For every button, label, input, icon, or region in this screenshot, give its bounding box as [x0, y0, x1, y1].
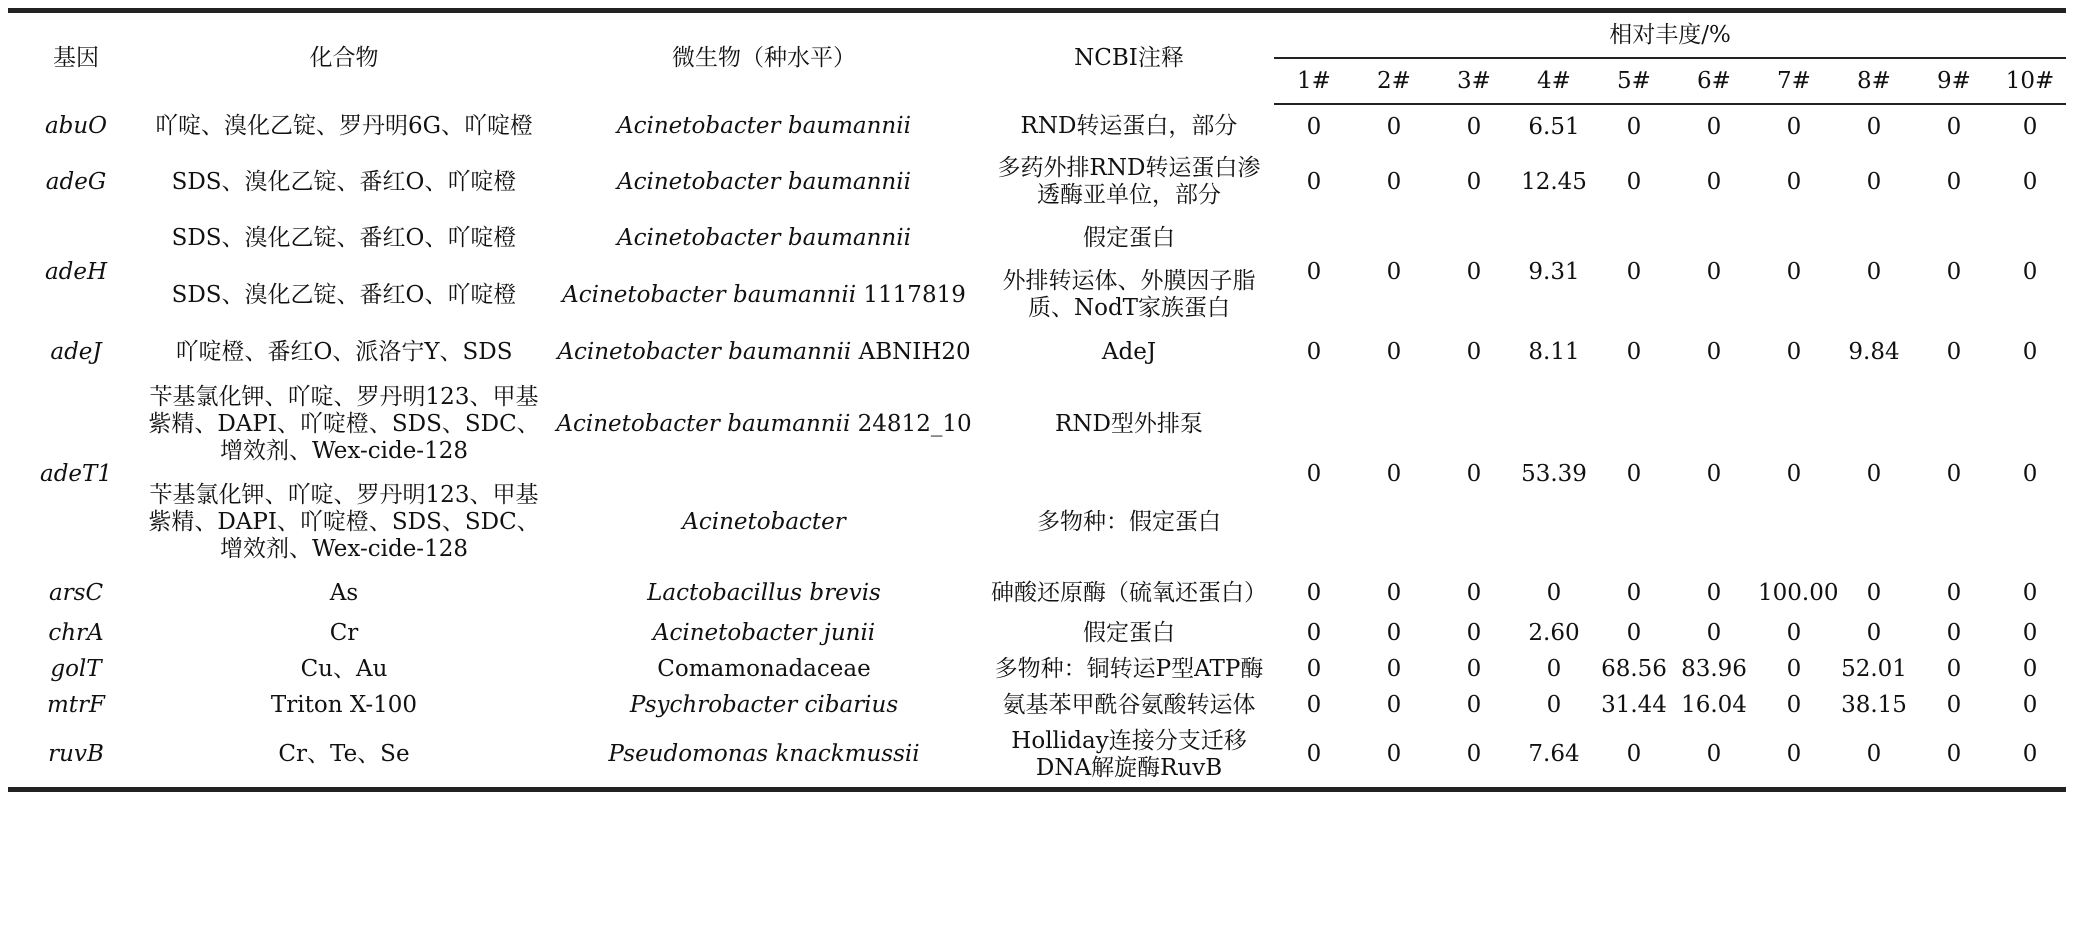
header-sample: 9#: [1914, 58, 1994, 104]
abundance-value: 0: [1306, 113, 1322, 140]
abundance-value: 0: [1626, 168, 1642, 195]
abundance-value: 0: [1946, 619, 1962, 646]
header-gene: 基因: [8, 11, 144, 105]
abundance-value: 0: [1946, 580, 1962, 606]
ncbi-cell: 氨基苯甲酰谷氨酸转运体: [1002, 691, 1256, 718]
table-row: [8, 104, 2066, 149]
abundance-value: 0: [1626, 339, 1642, 365]
abundance-value: 0: [1786, 113, 1802, 140]
table-row: [8, 215, 2066, 261]
microbe-strain: Comamonadaceae: [657, 655, 871, 682]
microbe-cell: [544, 376, 984, 472]
abundance-value: 0: [1306, 258, 1322, 285]
abundance-value: 0: [1706, 339, 1722, 365]
abundance-value: 0: [1626, 113, 1642, 140]
ncbi-cell: RND转运蛋白，部分: [1020, 113, 1238, 139]
ncbi-cell: RND型外排泵: [1055, 410, 1203, 437]
abundance-value: 31.44: [1601, 691, 1667, 718]
table-row: [8, 376, 2066, 472]
abundance-value: 0: [1706, 258, 1722, 285]
abundance-value: 0: [1946, 339, 1962, 365]
header-sample: 5#: [1594, 58, 1674, 104]
gene-cell: mtrF: [46, 691, 105, 718]
header-sample: 2#: [1354, 58, 1434, 104]
gene-cell: abuO: [44, 113, 108, 139]
ncbi-cell: 砷酸还原酶（硫氧还蛋白）: [991, 580, 1267, 606]
abundance-value: 0: [1786, 168, 1802, 195]
abundance-value: 0: [1386, 168, 1402, 195]
abundance-value: 38.15: [1841, 691, 1907, 718]
microbe-cell: [544, 472, 984, 572]
abundance-value: 8.11: [1528, 339, 1580, 365]
abundance-value: 0: [2022, 460, 2038, 487]
abundance-value: 0: [2022, 580, 2038, 606]
header-sample: 4#: [1514, 58, 1594, 104]
abundance-value: 0: [1466, 619, 1482, 646]
abundance-value: 0: [1834, 723, 1914, 789]
microbe-cell: [544, 723, 984, 789]
microbe-species: Acinetobacter baumannii: [557, 339, 852, 365]
abundance-value: 0: [1626, 619, 1642, 646]
header-ncbi: NCBI注释: [984, 11, 1274, 105]
header-microbe: 微生物（种水平）: [544, 11, 984, 105]
abundance-value: 0: [1786, 691, 1802, 718]
abundance-value: 0: [1946, 655, 1962, 682]
compound-cell: 苄基氯化钾、吖啶、罗丹明123、甲基紫精、DAPI、吖啶橙、SDS、SDC、增效剂、Wex-cide-128: [148, 383, 540, 464]
abundance-value: 0: [2022, 168, 2038, 195]
abundance-value: 0: [1626, 258, 1642, 285]
compound-cell: Cu、Au: [300, 655, 388, 682]
microbe-cell: [544, 329, 984, 376]
microbe-species: Acinetobacter baumannii: [617, 168, 911, 195]
abundance-value: 0: [1386, 691, 1402, 718]
ncbi-cell: Holliday连接分支迁移DNA解旋酶RuvB: [984, 723, 1274, 789]
abundance-value: 0: [1354, 723, 1434, 789]
abundance-value: 0: [2022, 258, 2038, 285]
header-sample: 1#: [1274, 58, 1354, 104]
abundance-value: 7.64: [1514, 723, 1594, 789]
ncbi-cell: 假定蛋白: [1083, 224, 1175, 251]
abundance-value: 0: [1466, 460, 1482, 487]
table-row: [8, 329, 2066, 376]
abundance-value: 0: [1706, 580, 1722, 606]
gene-cell: golT: [50, 655, 102, 682]
abundance-value: 0: [1866, 258, 1882, 285]
header-sample: 10#: [1994, 58, 2066, 104]
table-row: [8, 723, 2066, 789]
ncbi-cell: 假定蛋白: [1083, 619, 1175, 646]
abundance-value: 0: [1786, 258, 1802, 285]
abundance-value: 0: [1786, 460, 1802, 487]
abundance-value: 2.60: [1528, 619, 1580, 646]
gene-cell: adeJ: [50, 339, 102, 365]
microbe-strain: 24812_10: [850, 410, 972, 437]
microbe-species: Acinetobacter baumannii: [617, 113, 911, 139]
microbe-strain: ABNIH20: [851, 339, 971, 365]
table-row: [8, 615, 2066, 651]
compound-cell: 吖啶橙、番红O、派洛宁Y、SDS: [175, 339, 513, 365]
abundance-value: 0: [1386, 339, 1402, 365]
abundance-value: 0: [1546, 655, 1562, 682]
abundance-value: 0: [1466, 655, 1482, 682]
abundance-value: 0: [2022, 691, 2038, 718]
abundance-value: 0: [1306, 339, 1322, 365]
microbe-species: Acinetobacter baumannii: [562, 281, 857, 308]
compound-cell: SDS、溴化乙锭、番红O、吖啶橙: [171, 281, 517, 308]
ncbi-cell: 外排转运体、外膜因子脂质、NodT家族蛋白: [1002, 268, 1256, 321]
abundance-value: 0: [1626, 460, 1642, 487]
abundance-value: 0: [1386, 113, 1402, 140]
ncbi-cell: 多物种：假定蛋白: [1037, 508, 1221, 535]
microbe-species: Acinetobacter: [682, 508, 846, 535]
gene-cell: adeT1: [39, 460, 113, 487]
gene-cell: arsC: [48, 580, 104, 606]
header-abundance: 相对丰度/%: [1274, 11, 2066, 59]
microbe-species: Acinetobacter baumannii: [617, 224, 911, 251]
microbe-cell: [544, 572, 984, 615]
abundance-value: 9.84: [1848, 339, 1900, 365]
compound-cell: SDS、溴化乙锭、番红O、吖啶橙: [171, 224, 517, 251]
abundance-value: 0: [1946, 460, 1962, 487]
abundance-value: 0: [1546, 691, 1562, 718]
microbe-species: Acinetobacter baumannii: [556, 410, 851, 437]
microbe-species: Lactobacillus brevis: [647, 580, 881, 606]
abundance-value: 0: [1946, 113, 1962, 140]
microbe-species: Pseudomonas knackmussii: [608, 741, 920, 768]
abundance-value: 0: [1866, 113, 1882, 140]
abundance-value: 0: [1466, 168, 1482, 195]
abundance-value: 0: [1674, 723, 1754, 789]
abundance-value: 6.51: [1528, 113, 1580, 140]
header-sample: 3#: [1434, 58, 1514, 104]
abundance-value: 0: [1466, 339, 1482, 365]
abundance-value: 52.01: [1841, 655, 1907, 682]
microbe-strain: 1117819: [856, 281, 966, 308]
microbe-cell: [544, 104, 984, 149]
abundance-value: 0: [1386, 655, 1402, 682]
header-sample: 8#: [1834, 58, 1914, 104]
ncbi-cell: 多物种：铜转运P型ATP酶: [994, 655, 1264, 682]
abundance-value: 0: [1706, 460, 1722, 487]
abundance-value: 0: [2022, 619, 2038, 646]
abundance-value: 12.45: [1521, 168, 1587, 195]
header-sample: 7#: [1754, 58, 1834, 104]
abundance-value: 83.96: [1681, 655, 1747, 682]
microbe-species: Acinetobacter junii: [652, 619, 876, 646]
abundance-value: 0: [1466, 580, 1482, 606]
table-row: [8, 687, 2066, 723]
ncbi-cell: 多药外排RND转运蛋白渗透酶亚单位，部分: [997, 155, 1261, 208]
abundance-value: 0: [1306, 168, 1322, 195]
compound-cell: 吖啶、溴化乙锭、罗丹明6G、吖啶橙: [154, 113, 533, 139]
ncbi-cell: AdeJ: [1101, 339, 1157, 365]
microbe-cell: [544, 149, 984, 215]
abundance-value: 0: [1706, 168, 1722, 195]
abundance-value: 0: [1386, 580, 1402, 606]
table-row: [8, 572, 2066, 615]
gene-cell: ruvB: [8, 723, 144, 789]
abundance-value: 0: [2022, 339, 2038, 365]
gene-cell: adeH: [44, 258, 108, 285]
abundance-value: 9.31: [1528, 258, 1580, 285]
compound-cell: Cr: [329, 619, 359, 646]
compound-cell: 苄基氯化钾、吖啶、罗丹明123、甲基紫精、DAPI、吖啶橙、SDS、SDC、增效剂、Wex-cide-128: [148, 481, 540, 562]
abundance-value: 0: [1706, 619, 1722, 646]
compound-cell: Cr、Te、Se: [144, 723, 544, 789]
compound-cell: As: [329, 580, 359, 606]
microbe-cell: [544, 651, 984, 687]
abundance-value: 0: [1306, 655, 1322, 682]
abundance-value: 0: [1866, 619, 1882, 646]
abundance-value: 0: [1594, 723, 1674, 789]
table-row: [8, 651, 2066, 687]
abundance-value: 0: [1866, 460, 1882, 487]
abundance-value: 0: [1306, 691, 1322, 718]
abundance-value: 0: [1786, 339, 1802, 365]
table-body: [8, 104, 2066, 789]
compound-cell: Triton X-100: [270, 691, 418, 718]
abundance-value: 0: [1466, 258, 1482, 285]
abundance-value: 0: [1866, 580, 1882, 606]
abundance-value: 0: [1546, 580, 1562, 606]
abundance-value: 0: [1434, 723, 1514, 789]
abundance-value: 0: [1946, 691, 1962, 718]
abundance-value: 0: [1386, 258, 1402, 285]
abundance-value: 53.39: [1521, 460, 1587, 487]
microbe-cell: [544, 261, 984, 329]
abundance-value: 0: [1386, 619, 1402, 646]
header-sample: 6#: [1674, 58, 1754, 104]
abundance-value: 0: [1914, 723, 1994, 789]
abundance-value: 0: [1306, 619, 1322, 646]
abundance-value: 0: [1786, 655, 1802, 682]
abundance-value: 0: [2022, 113, 2038, 140]
abundance-value: 0: [1386, 460, 1402, 487]
compound-cell: SDS、溴化乙锭、番红O、吖啶橙: [171, 168, 517, 195]
abundance-value: 100.00: [1758, 580, 1839, 606]
abundance-value: 0: [1274, 723, 1354, 789]
table-row: [8, 149, 2066, 215]
abundance-value: 0: [2022, 655, 2038, 682]
abundance-value: 68.56: [1601, 655, 1667, 682]
microbe-species: Psychrobacter cibarius: [629, 691, 899, 718]
abundance-value: 0: [1786, 619, 1802, 646]
abundance-value: 0: [1866, 168, 1882, 195]
abundance-value: 0: [1466, 113, 1482, 140]
gene-cell: chrA: [48, 619, 104, 646]
microbe-cell: [544, 215, 984, 261]
microbe-cell: [544, 615, 984, 651]
abundance-value: 0: [1306, 460, 1322, 487]
abundance-value: 16.04: [1681, 691, 1747, 718]
abundance-value: 0: [1754, 723, 1834, 789]
abundance-value: 0: [1946, 258, 1962, 285]
abundance-value: 0: [1466, 691, 1482, 718]
abundance-value: 0: [1994, 723, 2066, 789]
gene-abundance-table: [8, 8, 2066, 792]
abundance-value: 0: [1306, 580, 1322, 606]
abundance-value: 0: [1706, 113, 1722, 140]
microbe-cell: [544, 687, 984, 723]
abundance-value: 0: [1626, 580, 1642, 606]
gene-cell: adeG: [45, 168, 107, 195]
header-compound: 化合物: [144, 11, 544, 105]
abundance-value: 0: [1946, 168, 1962, 195]
